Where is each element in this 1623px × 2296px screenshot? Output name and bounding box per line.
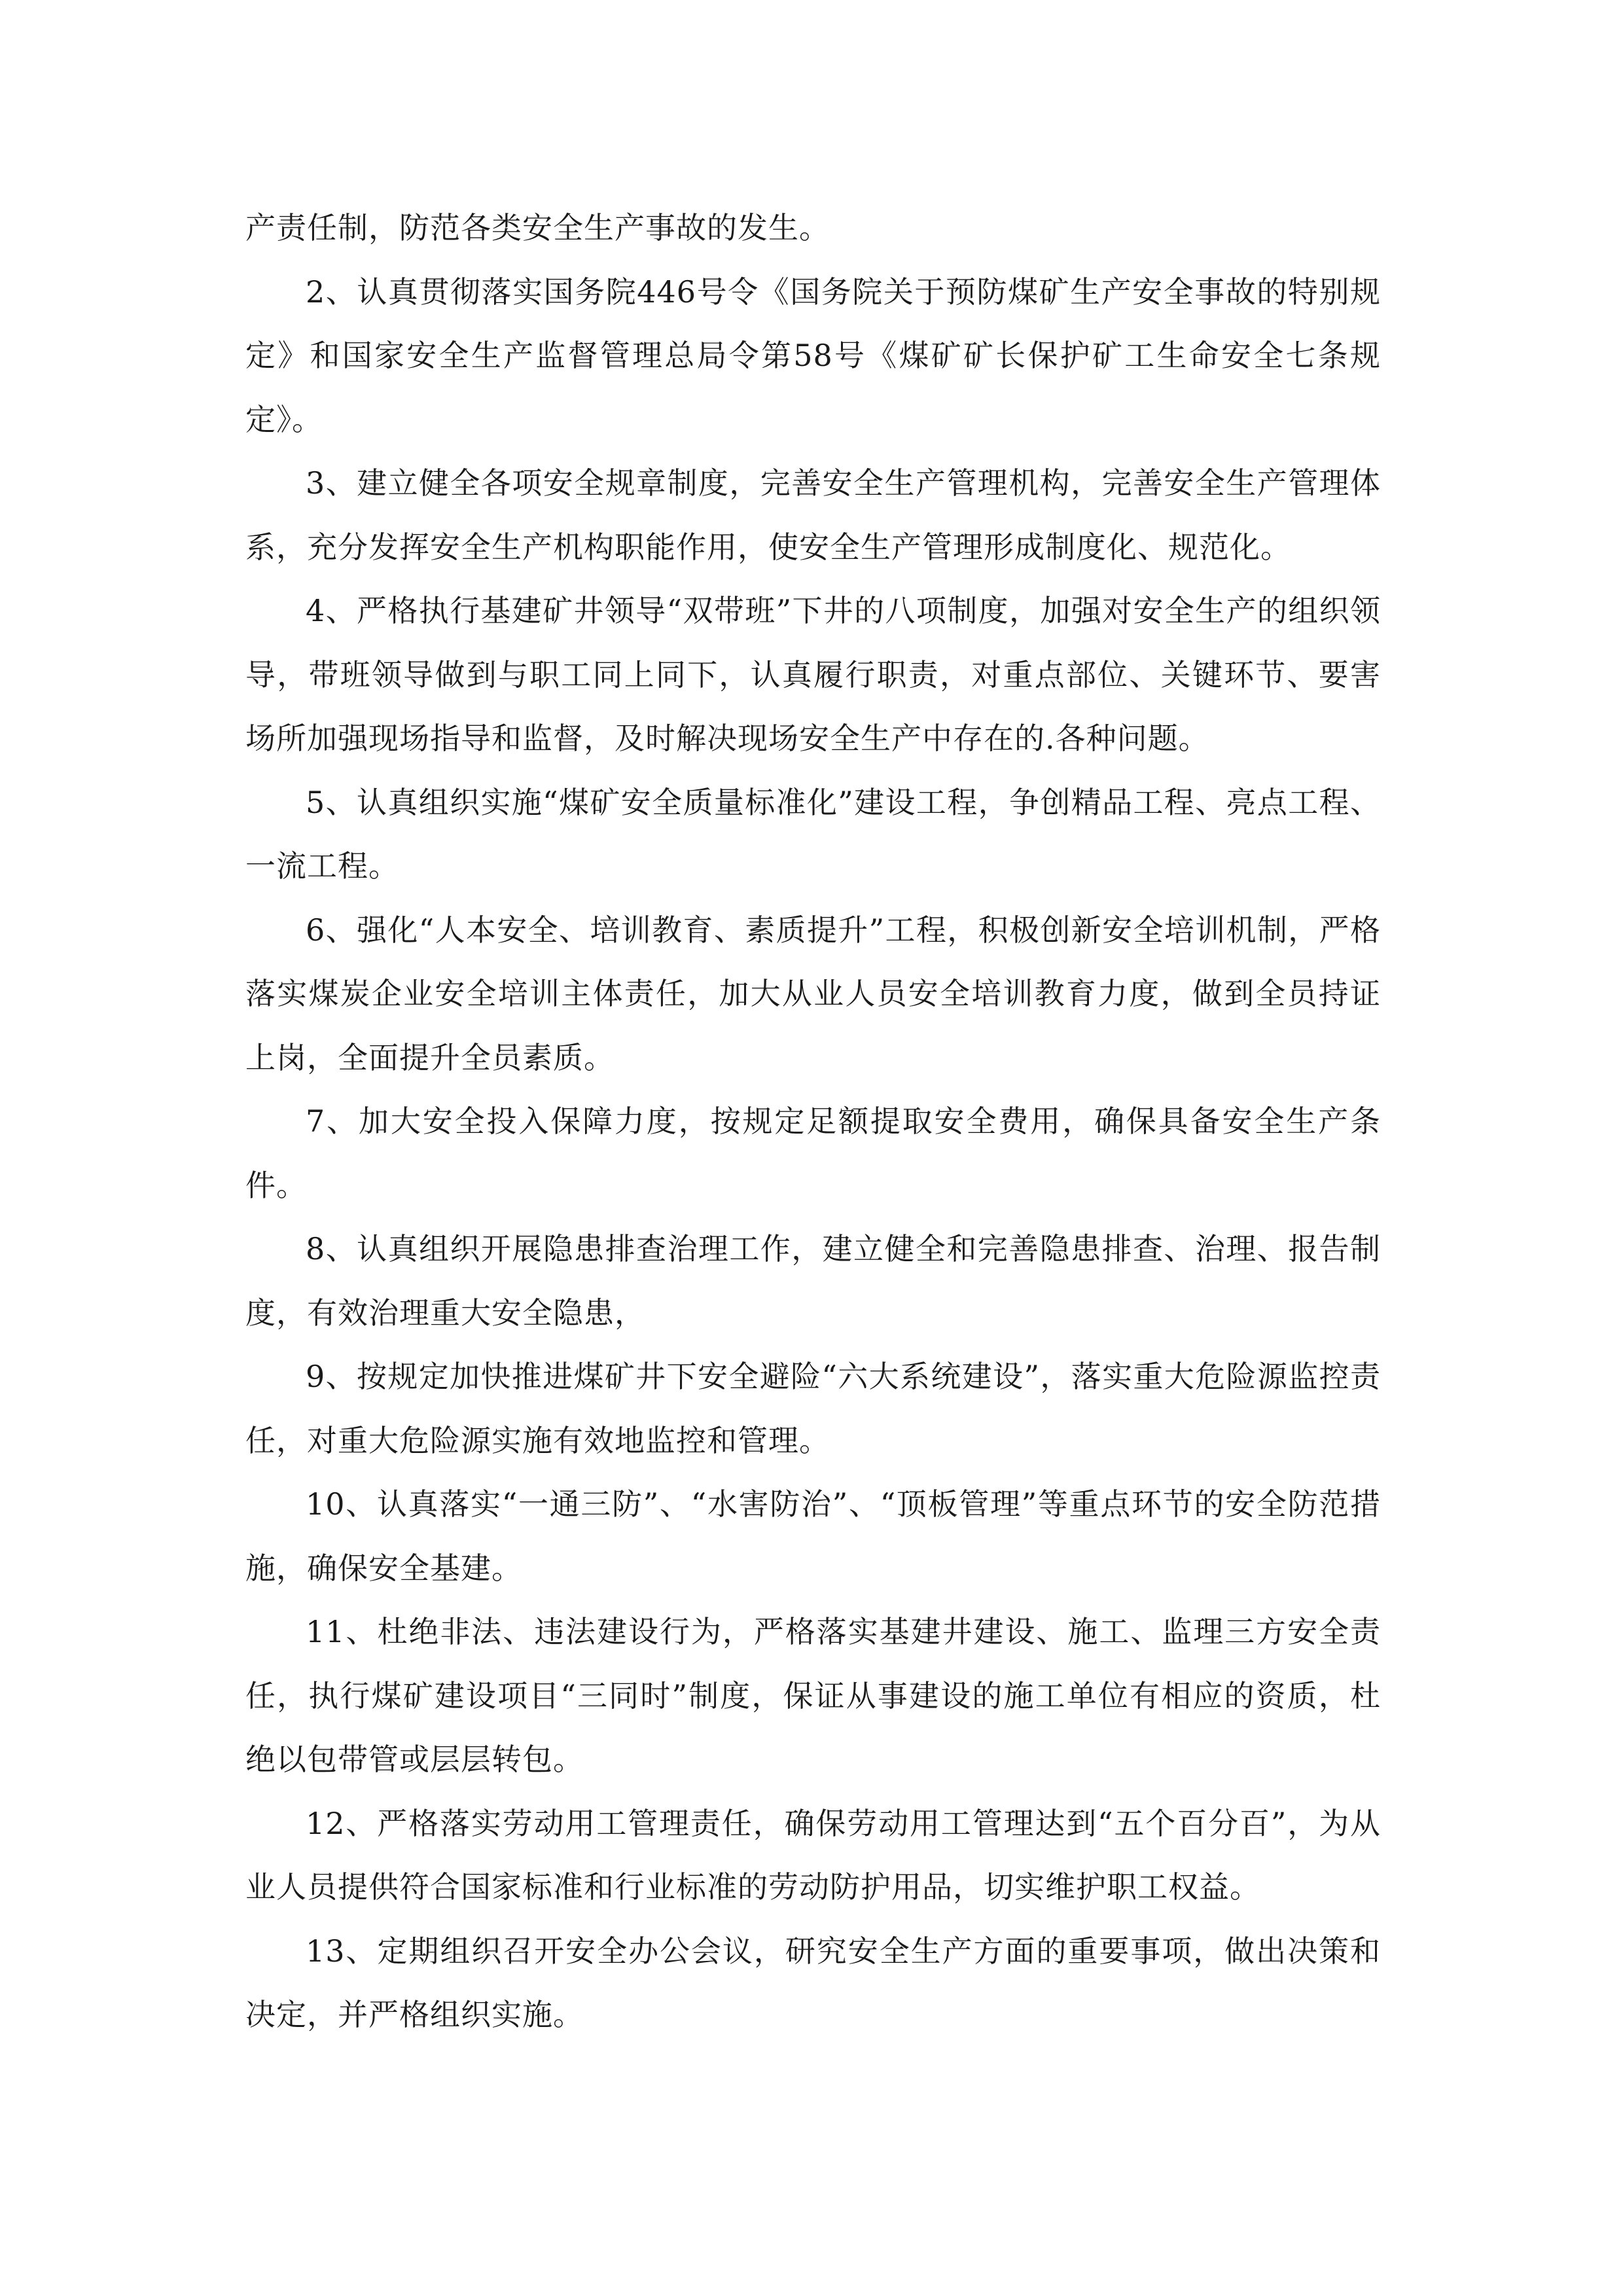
paragraph-item-6: 6、强化“人本安全、培训教育、素质提升”工程，积极创新安全培训机制，严格落实煤炭企业安全培训主体责任，加大从业人员安全培训教育力度，做到全员持证上岗，全面提升全员素质。 bbox=[245, 912, 1381, 1075]
paragraph-item-9: 9、按规定加快推进煤矿井下安全避险“六大系统建设”，落实重大危险源监控责任，对重大危险源实施有效地监控和管理。 bbox=[245, 1359, 1381, 1458]
paragraph-item-12: 12、严格落实劳动用工管理责任，确保劳动用工管理达到“五个百分百”，为从业人员提供符合国家标准和行业标准的劳动防护用品，切实维护职工权益。 bbox=[245, 1805, 1381, 1905]
paragraph-item-13: 13、定期组织召开安全办公会议，研究安全生产方面的重要事项，做出决策和决定，并严格组织实施。 bbox=[245, 1933, 1381, 2032]
paragraph-item-7: 7、加大安全投入保障力度，按规定足额提取安全费用，确保具备安全生产条件。 bbox=[245, 1103, 1381, 1203]
paragraph-item-10: 10、认真落实“一通三防”、“水害防治”、“顶板管理”等重点环节的安全防范措施，确保安全基建。 bbox=[245, 1486, 1381, 1586]
paragraph-item-5: 5、认真组织实施“煤矿安全质量标准化”建设工程，争创精品工程、亮点工程、一流工程。 bbox=[245, 784, 1381, 884]
paragraph-item-2: 2、认真贯彻落实国务院446号令《国务院关于预防煤矿生产安全事故的特别规定》和国家安全生产监督管理总局令第58号《煤矿矿长保护矿工生命安全七条规定》。 bbox=[245, 274, 1381, 437]
paragraph-continuation: 产责任制，防范各类安全生产事故的发生。 bbox=[245, 210, 830, 245]
paragraph-item-8: 8、认真组织开展隐患排查治理工作，建立健全和完善隐患排查、治理、报告制度，有效治理重大安全隐患， bbox=[245, 1231, 1381, 1331]
document-body bbox=[245, 196, 1381, 2047]
paragraph-item-3: 3、建立健全各项安全规章制度，完善安全生产管理机构，完善安全生产管理体系，充分发挥安全生产机构职能作用，使安全生产管理形成制度化、规范化。 bbox=[245, 465, 1381, 565]
paragraph-item-11: 11、杜绝非法、违法建设行为，严格落实基建井建设、施工、监理三方安全责任，执行煤矿建设项目“三同时”制度，保证从事建设的施工单位有相应的资质，杜绝以包带管或层层转包。 bbox=[245, 1614, 1381, 1777]
paragraph-item-4: 4、严格执行基建矿井领导“双带班”下井的八项制度，加强对安全生产的组织领导，带班领导做到与职工同上同下，认真履行职责，对重点部位、关键环节、要害场所加强现场指导和监督，及时解决现场安全生产中存在的.各种问题。 bbox=[245, 593, 1381, 756]
